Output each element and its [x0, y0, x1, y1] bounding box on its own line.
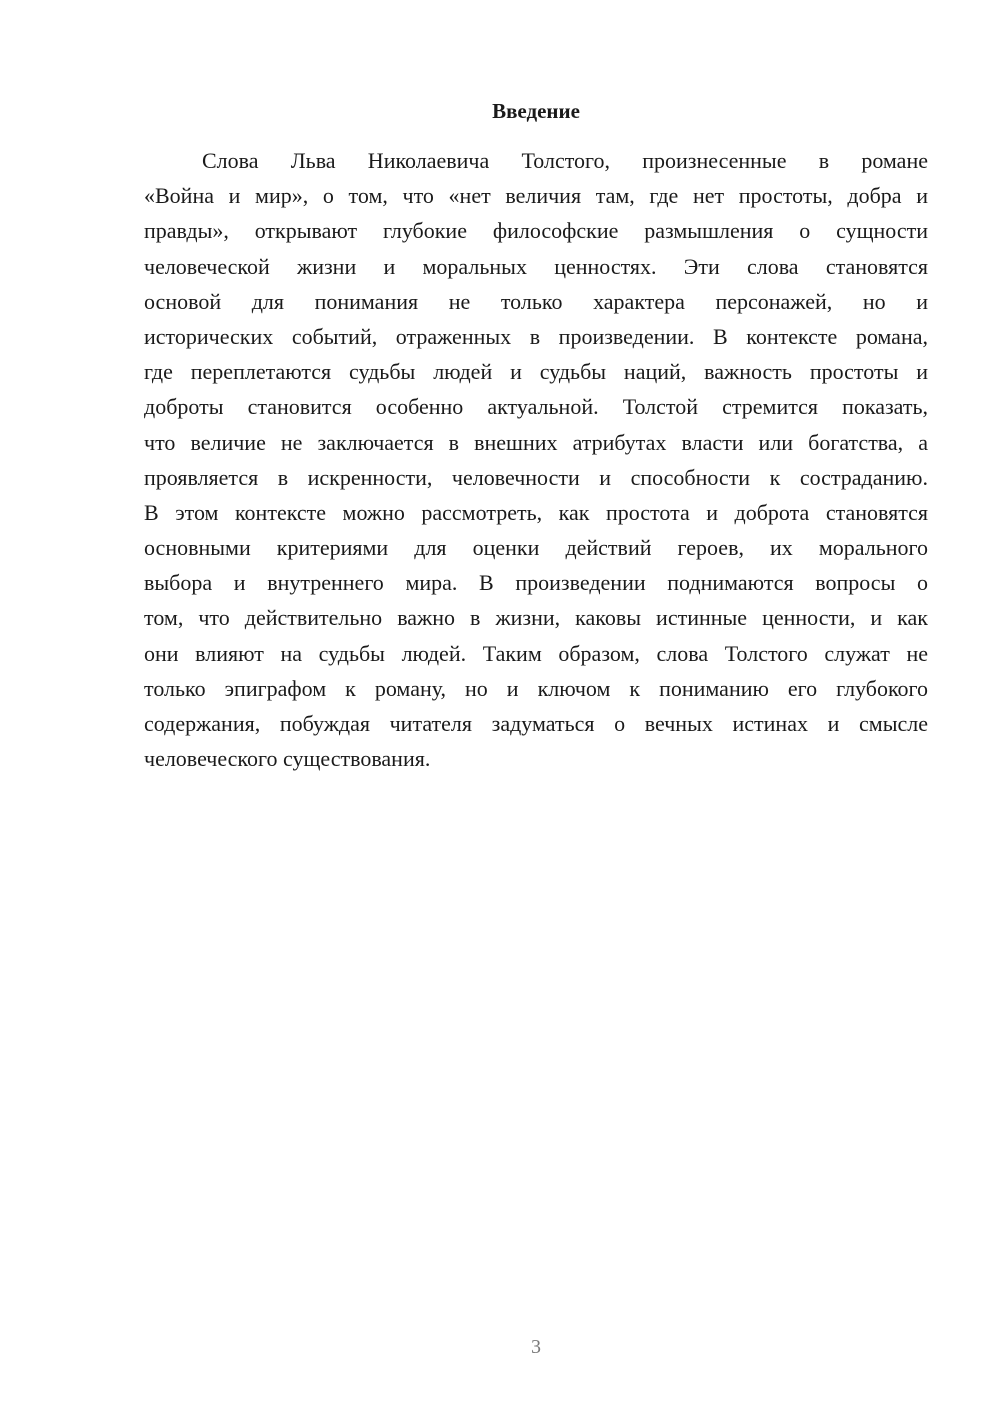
paragraph-line: исторических событий, отраженных в произведении. В контексте романа,: [144, 323, 928, 349]
paragraph-line: проявляется в искренности, человечности и способности к состраданию.: [144, 464, 928, 490]
paragraph-line: что величие не заключается в внешних атрибутах власти или богатства, а: [144, 429, 928, 455]
paragraph-line: В этом контексте можно рассмотреть, как простота и доброта становятся: [144, 499, 928, 525]
paragraph-line: они влияют на судьбы людей. Таким образом, слова Толстого служат не: [144, 640, 928, 666]
paragraph-line: только эпиграфом к роману, но и ключом к пониманию его глубокого: [144, 675, 928, 701]
paragraph-line: основными критериями для оценки действий героев, их морального: [144, 535, 928, 561]
introduction-paragraph: [144, 143, 928, 776]
paragraph-line: Слова Льва Николаевича Толстого, произнесенные в романе: [202, 148, 928, 173]
page-number: 3: [531, 1336, 541, 1358]
paragraph-line: «Война и мир», о том, что «нет величия там, где нет простоты, добра и: [144, 183, 928, 209]
paragraph-line: выбора и внутреннего мира. В произведении поднимаются вопросы о: [144, 570, 928, 596]
paragraph-line: человеческой жизни и моральных ценностях. Эти слова становятся: [144, 253, 928, 279]
paragraph-line: содержания, побуждая читателя задуматься о вечных истинах и смысле: [144, 711, 928, 736]
paragraph-line: правды», открывают глубокие философские размышления о сущности: [144, 218, 928, 244]
paragraph-line: том, что действительно важно в жизни, каковы истинные ценности, и как: [144, 605, 928, 631]
paragraph-line: человеческого существования.: [144, 746, 431, 772]
paragraph-line: где переплетаются судьбы людей и судьбы наций, важность простоты и: [144, 359, 928, 385]
section-heading: Введение: [492, 99, 580, 123]
paragraph-line: основой для понимания не только характера персонажей, но и: [144, 288, 928, 314]
paragraph-line: доброты становится особенно актуальной. Толстой стремится показать,: [144, 394, 928, 420]
